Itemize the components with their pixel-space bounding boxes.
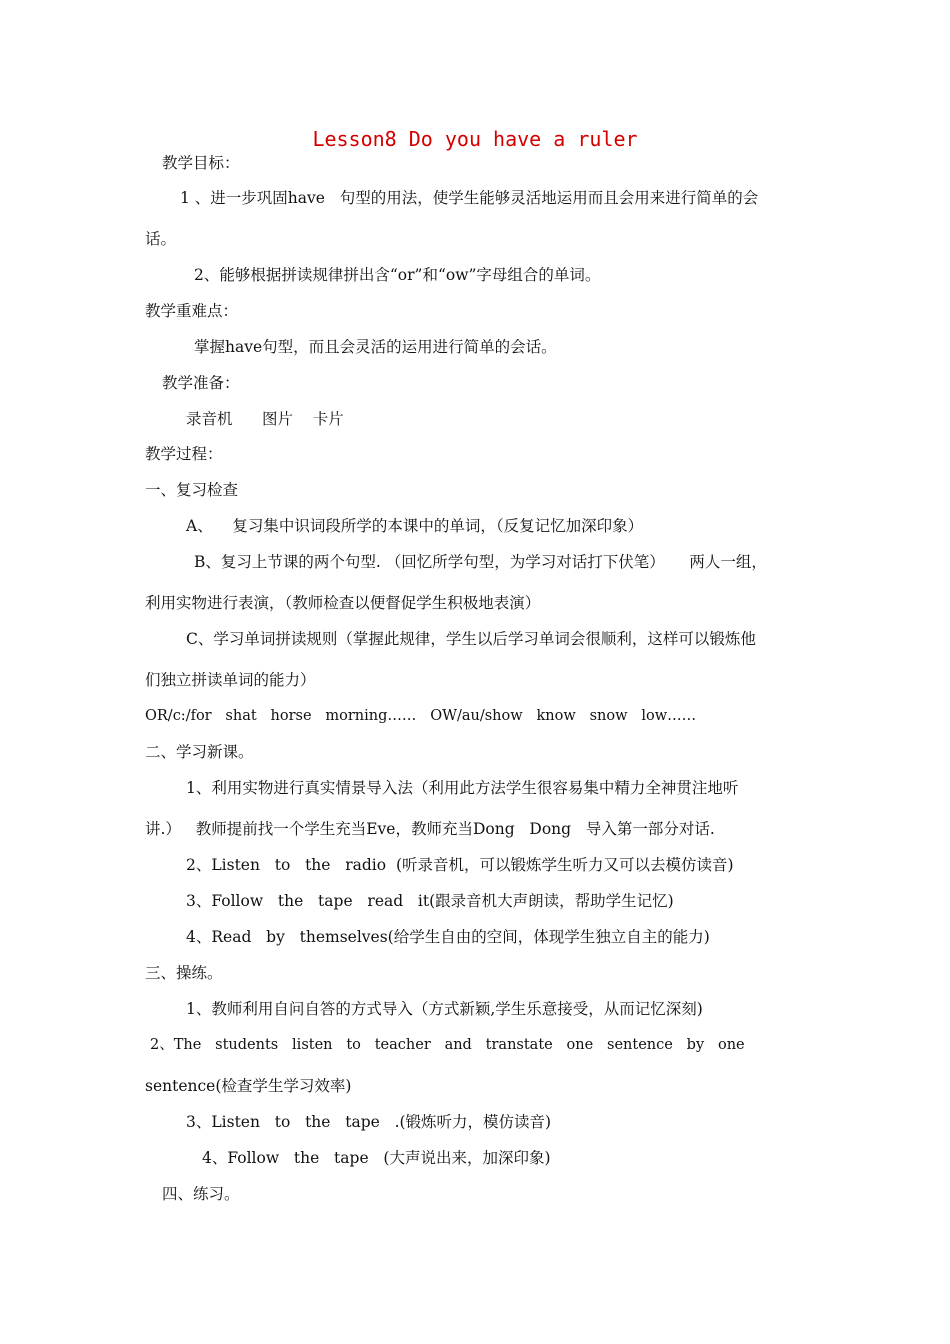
section-3-item-1: 1、教师利用自问自答的方式导入（方式新颖,学生乐意接受，从而记忆深刻) xyxy=(186,1000,703,1018)
section-2-item-4: 4、Read by themselves(给学生自由的空间，体现学生独立自主的能力) xyxy=(186,928,710,946)
section-1-item-b-cont: 利用实物进行表演，（教师检查以便督促学生积极地表演） xyxy=(145,594,541,612)
key-points-text: 掌握have句型，而且会灵活的运用进行简单的会话。 xyxy=(194,338,557,356)
section-4-heading: 四、练习。 xyxy=(162,1185,240,1203)
section-2-item-2: 2、Listen to the radio (听录音机，可以锻炼学生听力又可以去模仿读音) xyxy=(186,856,734,874)
heading-objectives: 教学目标： xyxy=(162,154,240,172)
section-1-heading: 一、复习检查 xyxy=(145,481,239,499)
heading-preparation: 教学准备： xyxy=(162,374,240,392)
objective-1-cont: 话。 xyxy=(145,230,177,248)
section-2-item-3: 3、Follow the tape read it(跟录音机大声朗读，帮助学生记忆) xyxy=(186,892,674,910)
section-1-item-b: B、复习上节课的两个句型. （回忆所学句型，为学习对话打下伏笔） 两人一组， xyxy=(194,553,767,571)
section-3-heading: 三、操练。 xyxy=(145,964,223,982)
section-2-item-1-cont: 讲.） 教师提前找一个学生充当Eve，教师充当Dong Dong 导入第一部分对话. xyxy=(145,820,715,838)
lesson-title: Lesson8 Do you have a ruler xyxy=(312,127,638,151)
section-3-item-2: 2、The students listen to teacher and transtate one sentence by one xyxy=(150,1037,745,1053)
section-3-item-3: 3、Listen to the tape .(锻炼听力，模仿读音) xyxy=(186,1113,552,1131)
section-2-item-1: 1、利用实物进行真实情景导入法（利用此方法学生很容易集中精力全神贯注地听 xyxy=(186,779,739,797)
heading-key-points: 教学重难点： xyxy=(145,302,239,320)
section-3-item-2-cont: sentence(检查学生学习效率) xyxy=(145,1077,352,1095)
phonics-words: OR/c:/for shat horse morning…… OW/au/show know snow low…… xyxy=(145,708,697,724)
section-1-item-c-cont: 们独立拼读单词的能力） xyxy=(145,671,316,689)
section-2-heading: 二、学习新课。 xyxy=(145,743,254,761)
section-1-item-c: C、学习单词拼读规则（掌握此规律，学生以后学习单词会很顺利，这样可以锻炼他 xyxy=(186,630,756,648)
objective-2: 2、能够根据拼读规律拼出含“or”和“ow”字母组合的单词。 xyxy=(194,266,601,284)
preparation-items: 录音机 图片 卡片 xyxy=(186,410,344,428)
objective-1: 1 、进一步巩固have 句型的用法，使学生能够灵活地运用而且会用来进行简单的会 xyxy=(180,189,759,207)
section-1-item-a: A、 复习集中识词段所学的本课中的单词，（反复记忆加深印象） xyxy=(186,517,644,535)
heading-process: 教学过程： xyxy=(145,445,223,463)
section-3-item-4: 4、Follow the tape (大声说出来，加深印象) xyxy=(202,1149,551,1167)
